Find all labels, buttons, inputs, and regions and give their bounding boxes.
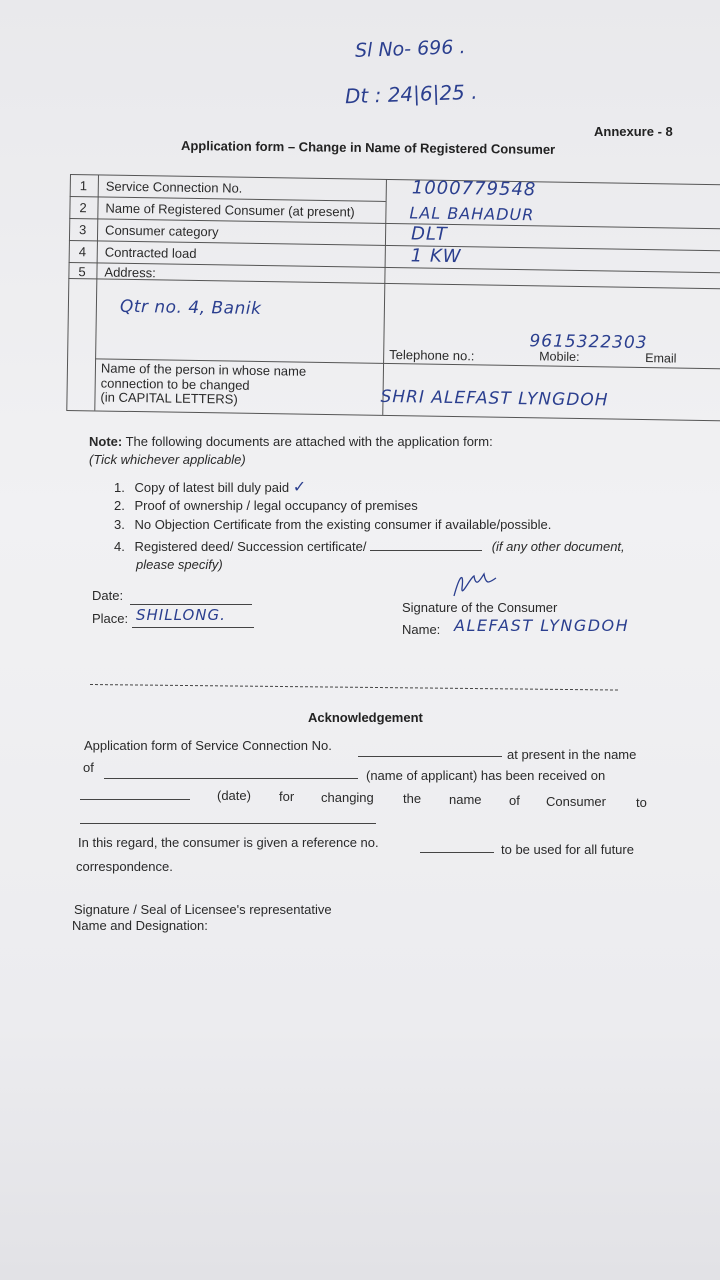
place-label: Place: <box>92 611 129 626</box>
doc-text: Proof of ownership / legal occupancy of premises <box>134 498 418 513</box>
note-line <box>89 434 493 449</box>
date-handwritten: Dt : 24|6|25 . <box>344 79 478 109</box>
new-name-label: Name of the person in whose name <box>100 360 307 379</box>
ack-line-2a: of <box>83 760 94 775</box>
row-label-service-connection: Service Connection No. <box>105 178 243 196</box>
consumer-category-value: DLT <box>410 223 448 245</box>
email-label: Email <box>645 351 677 366</box>
signature-scribble-icon <box>450 568 500 602</box>
ack-blank <box>358 756 502 757</box>
doc-num: 4. <box>114 539 125 554</box>
ack-line-3: (date) <box>217 788 251 803</box>
ack-line-3: of <box>509 793 520 808</box>
registered-consumer-value: LAL BAHADUR <box>409 203 535 225</box>
date-label: Date: <box>92 588 124 603</box>
mobile-label: Mobile: <box>539 349 580 365</box>
name-designation-label: Name and Designation: <box>72 918 208 933</box>
doc-item-4 <box>114 539 625 554</box>
name-value: ALEFAST LYNGDOH <box>454 616 630 635</box>
row-number: 5 <box>78 264 86 280</box>
row-label-contracted-load: Contracted load <box>104 244 197 261</box>
annexure-label: Annexure - 8 <box>594 124 673 139</box>
name-label: Name: <box>402 622 441 637</box>
tick-note: (Tick whichever applicable) <box>89 452 246 467</box>
acknowledgement-title: Acknowledgement <box>308 710 423 725</box>
ack-blank <box>104 778 358 779</box>
ack-line-2b: (name of applicant) has been received on <box>366 768 606 783</box>
mobile-value: 9615322303 <box>529 331 648 354</box>
new-name-label: connection to be changed <box>100 375 250 393</box>
ack-blank <box>420 852 494 853</box>
ack-blank <box>80 823 376 824</box>
contracted-load-value: 1 KW <box>410 245 462 268</box>
ack-line-3: changing <box>321 790 374 805</box>
note-text: The following documents are attached with the application form: <box>125 434 493 449</box>
ack-line-1b: at present in the name <box>507 747 637 762</box>
separator-line <box>90 684 618 691</box>
ack-line-3: the <box>403 791 422 806</box>
doc-text: No Objection Certificate from the existing consumer if available/possible. <box>134 517 552 532</box>
doc-item-1 <box>114 477 306 496</box>
ack-line-3: for <box>279 789 295 804</box>
place-value: SHILLONG. <box>136 606 226 624</box>
doc-item-2 <box>114 498 418 513</box>
doc-item-4-line2: please specify) <box>136 557 223 572</box>
note-label: Note: <box>89 434 123 449</box>
doc-suffix: (if any other document, <box>491 539 625 554</box>
row-number: 3 <box>79 222 87 238</box>
new-name-label: (in CAPITAL LETTERS) <box>100 389 238 407</box>
tick-mark-icon: ✓ <box>292 477 307 496</box>
application-table <box>66 174 720 420</box>
signature-label: Signature of the Consumer <box>402 600 558 615</box>
ack-line-3: name <box>449 792 482 807</box>
new-name-value: SHRI ALEFAST LYNGDOH <box>380 386 609 411</box>
doc-num: 2. <box>114 498 125 513</box>
ack-line-5a: In this regard, the consumer is given a reference no. <box>78 835 379 850</box>
ack-blank <box>80 799 190 800</box>
ack-line-3: to <box>636 795 647 810</box>
telephone-label: Telephone no.: <box>389 347 475 364</box>
ack-line-3: Consumer <box>546 794 606 809</box>
ack-line-6: correspondence. <box>76 859 173 874</box>
date-blank <box>130 604 252 605</box>
doc-text: Copy of latest bill duly paid <box>134 480 290 495</box>
row-label-address: Address: <box>104 264 156 281</box>
serial-number-handwritten: Sl No- 696 . <box>354 36 466 62</box>
doc-num: 3. <box>114 517 125 532</box>
row-number: 4 <box>78 244 87 260</box>
ack-line-1a: Application form of Service Connection No. <box>84 738 332 753</box>
doc-item-3 <box>114 517 551 532</box>
blank-line <box>370 550 482 551</box>
doc-num: 1. <box>114 480 125 495</box>
ack-line-5b: to be used for all future <box>501 842 634 857</box>
licensee-signature-label: Signature / Seal of Licensee's representative <box>74 902 332 917</box>
row-number: 2 <box>79 200 87 216</box>
doc-text: Registered deed/ Succession certificate/ <box>134 539 367 554</box>
address-value: Qtr no. 4, Banik <box>119 296 262 320</box>
row-label-consumer-category: Consumer category <box>105 222 219 240</box>
row-label-registered-consumer: Name of Registered Consumer (at present) <box>105 200 355 220</box>
row-number: 1 <box>79 178 88 194</box>
form-title: Application form – Change in Name of Registered Consumer <box>180 138 556 157</box>
service-connection-value: 1000779548 <box>411 177 537 201</box>
place-blank <box>132 627 254 628</box>
